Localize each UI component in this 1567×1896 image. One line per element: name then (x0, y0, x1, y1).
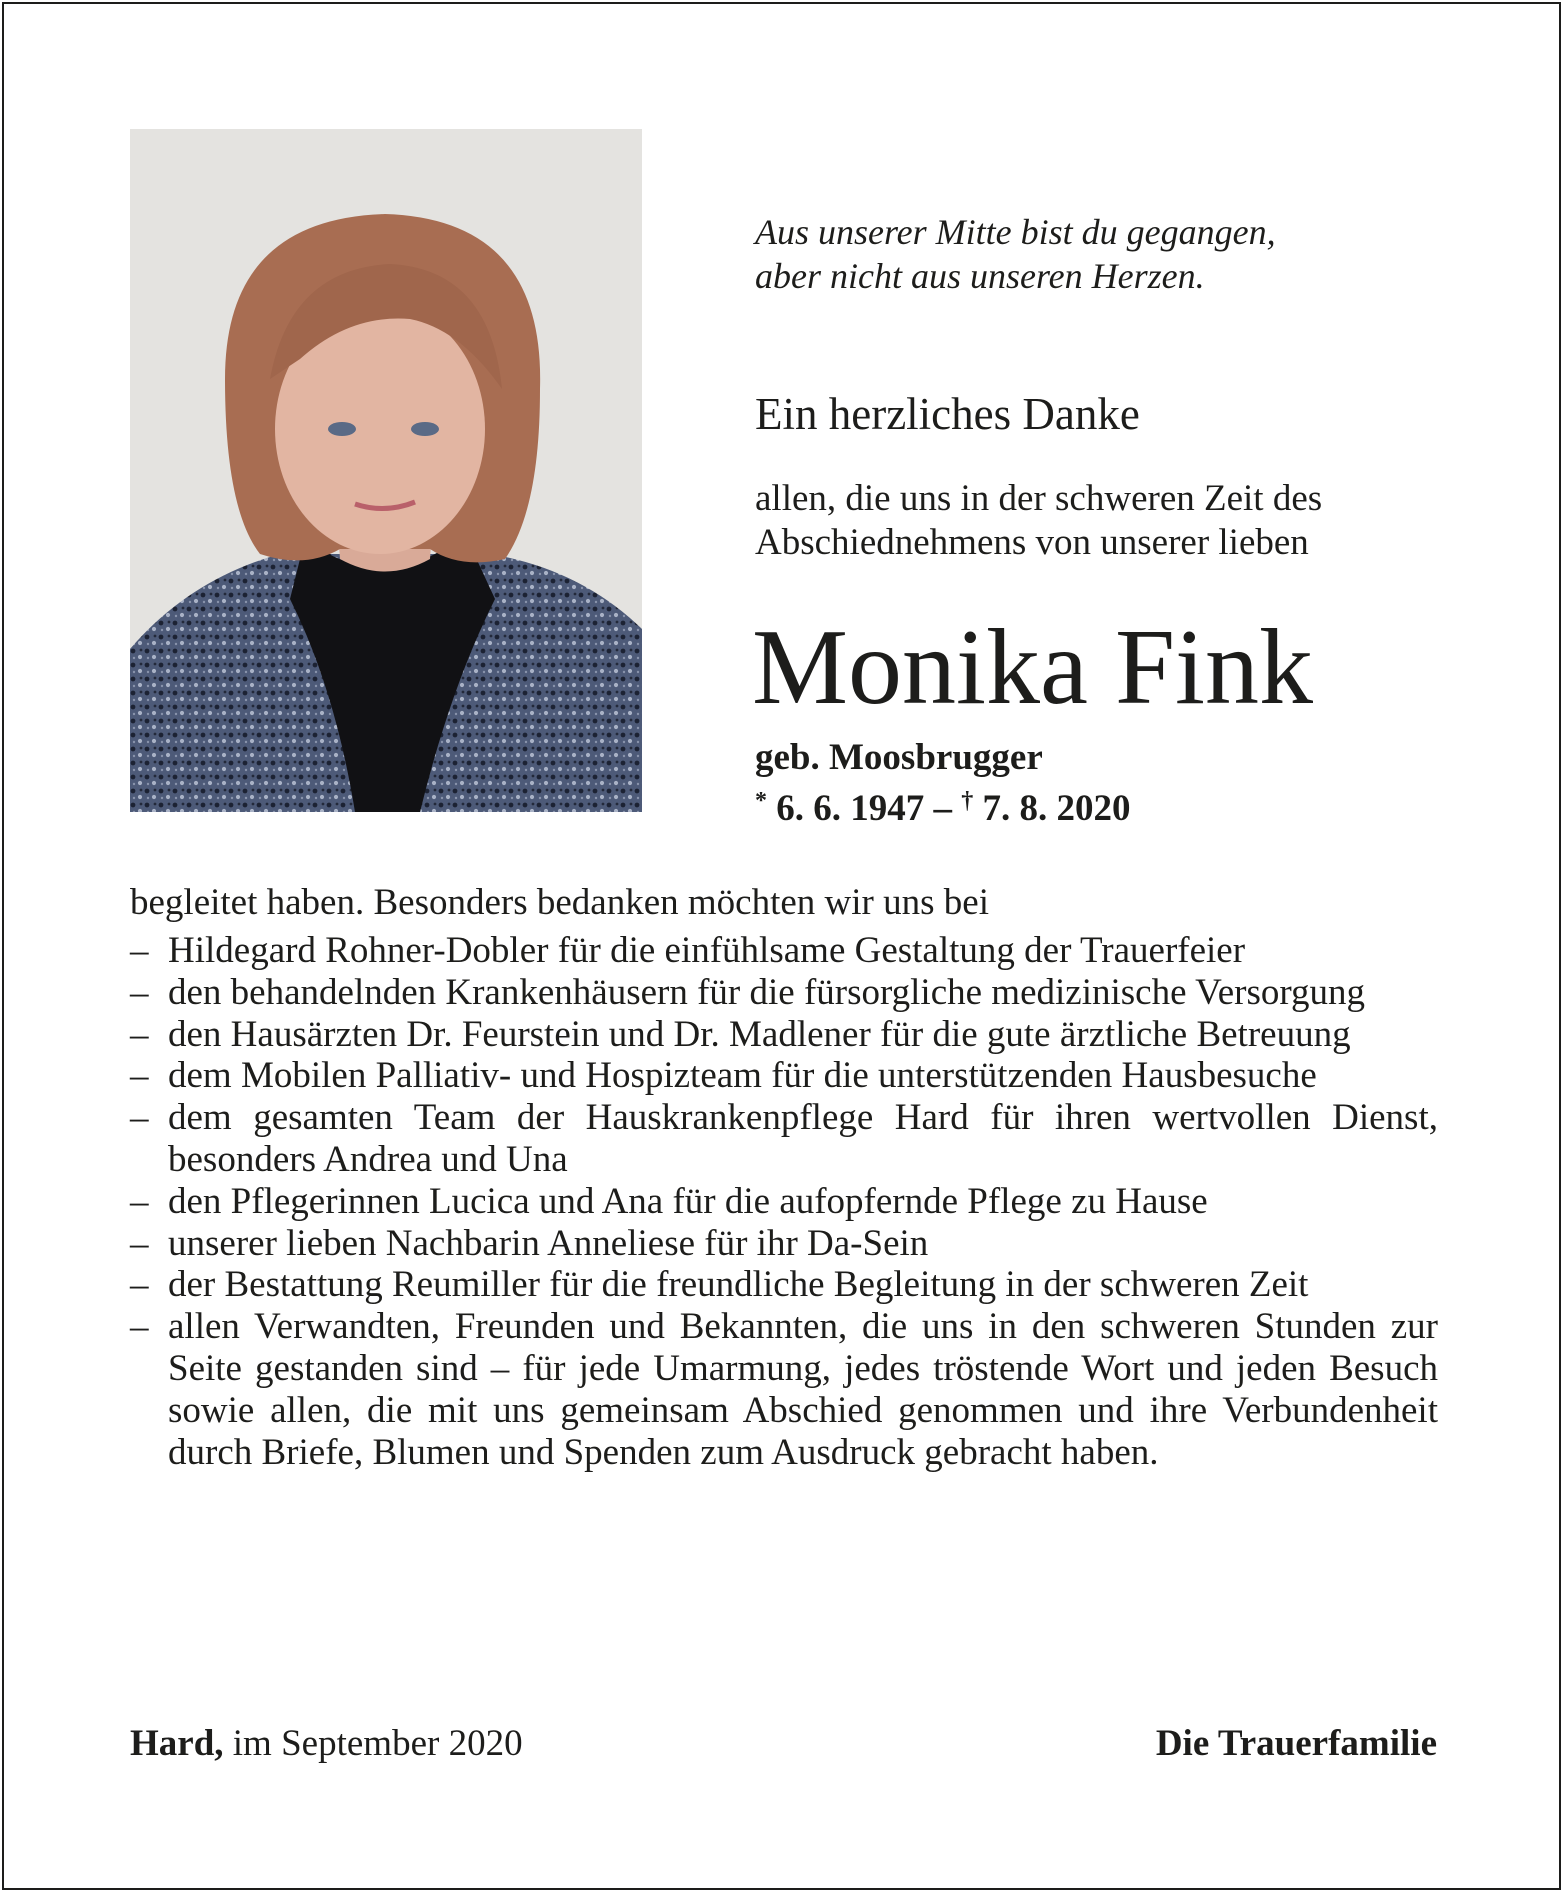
lead-text: begleitet haben. Besonders bedanken möchten wir uns bei (130, 882, 989, 923)
intro-line-1: allen, die uns in der schweren Zeit des (755, 478, 1323, 519)
life-dates (755, 779, 1355, 831)
list-item: – unserer lieben Nachbarin Anneliese für ihr Da-Sein (130, 1223, 1438, 1265)
place: Hard, (130, 1723, 224, 1764)
deceased-name: Monika Fink (752, 608, 1314, 727)
date-separator: – (933, 788, 952, 829)
list-item: – dem Mobilen Palliativ- und Hospizteam für die unterstützenden Hausbesuche (130, 1055, 1438, 1097)
list-item: – der Bestattung Reumiller für die freundliche Begleitung in der schweren Zeit (130, 1264, 1438, 1306)
intro-text (755, 477, 1455, 565)
thanks-heading: Ein herzliches Danke (755, 389, 1140, 439)
motto-quote (755, 210, 1455, 298)
list-item: – den behandelnden Krankenhäusern für die fürsorgliche medizinische Versorgung (130, 972, 1438, 1014)
portrait-photo-icon (130, 129, 642, 812)
list-item: – Hildegard Rohner-Dobler für die einfühlsame Gestaltung der Trauerfeier (130, 930, 1438, 972)
list-item: – allen Verwandten, Freunden und Bekannten, die uns in den schweren Stunden zur Seite gestanden sind – für jede Umarmung, jedes tröstende Wort und jeden Besuch sowie allen, die mit uns gemeinsam Abschied genommen und ihre Verbundenheit durch Briefe, Blumen und Spenden zum Ausdruck gebracht haben. (130, 1306, 1438, 1473)
acknowledgement-list (130, 930, 1438, 1473)
motto-line-1: Aus unserer Mitte bist du gegangen, (755, 212, 1276, 252)
list-item: – dem gesamten Team der Hauskrankenpflege Hard für ihren wertvollen Dienst, besonders Andrea und Una (130, 1097, 1438, 1181)
list-item: – den Pflegerinnen Lucica und Ana für die aufopfernde Pflege zu Hause (130, 1181, 1438, 1223)
portrait-photo (130, 129, 642, 812)
list-item: – den Hausärzten Dr. Feurstein und Dr. Madlener für die gute ärztliche Betreuung (130, 1014, 1438, 1056)
maiden-name: geb. Moosbrugger (755, 737, 1043, 778)
death-date: 7. 8. 2020 (982, 788, 1131, 829)
motto-line-2: aber nicht aus unseren Herzen. (755, 256, 1205, 296)
signature: Die Trauerfamilie (1155, 1723, 1437, 1764)
intro-line-2: Abschiednehmens von unserer lieben (755, 522, 1309, 563)
place-and-date (130, 1722, 523, 1766)
birth-symbol: * (755, 788, 767, 814)
birth-date: 6. 6. 1947 (776, 788, 925, 829)
date: im September 2020 (232, 1723, 523, 1764)
death-symbol: † (961, 788, 974, 814)
